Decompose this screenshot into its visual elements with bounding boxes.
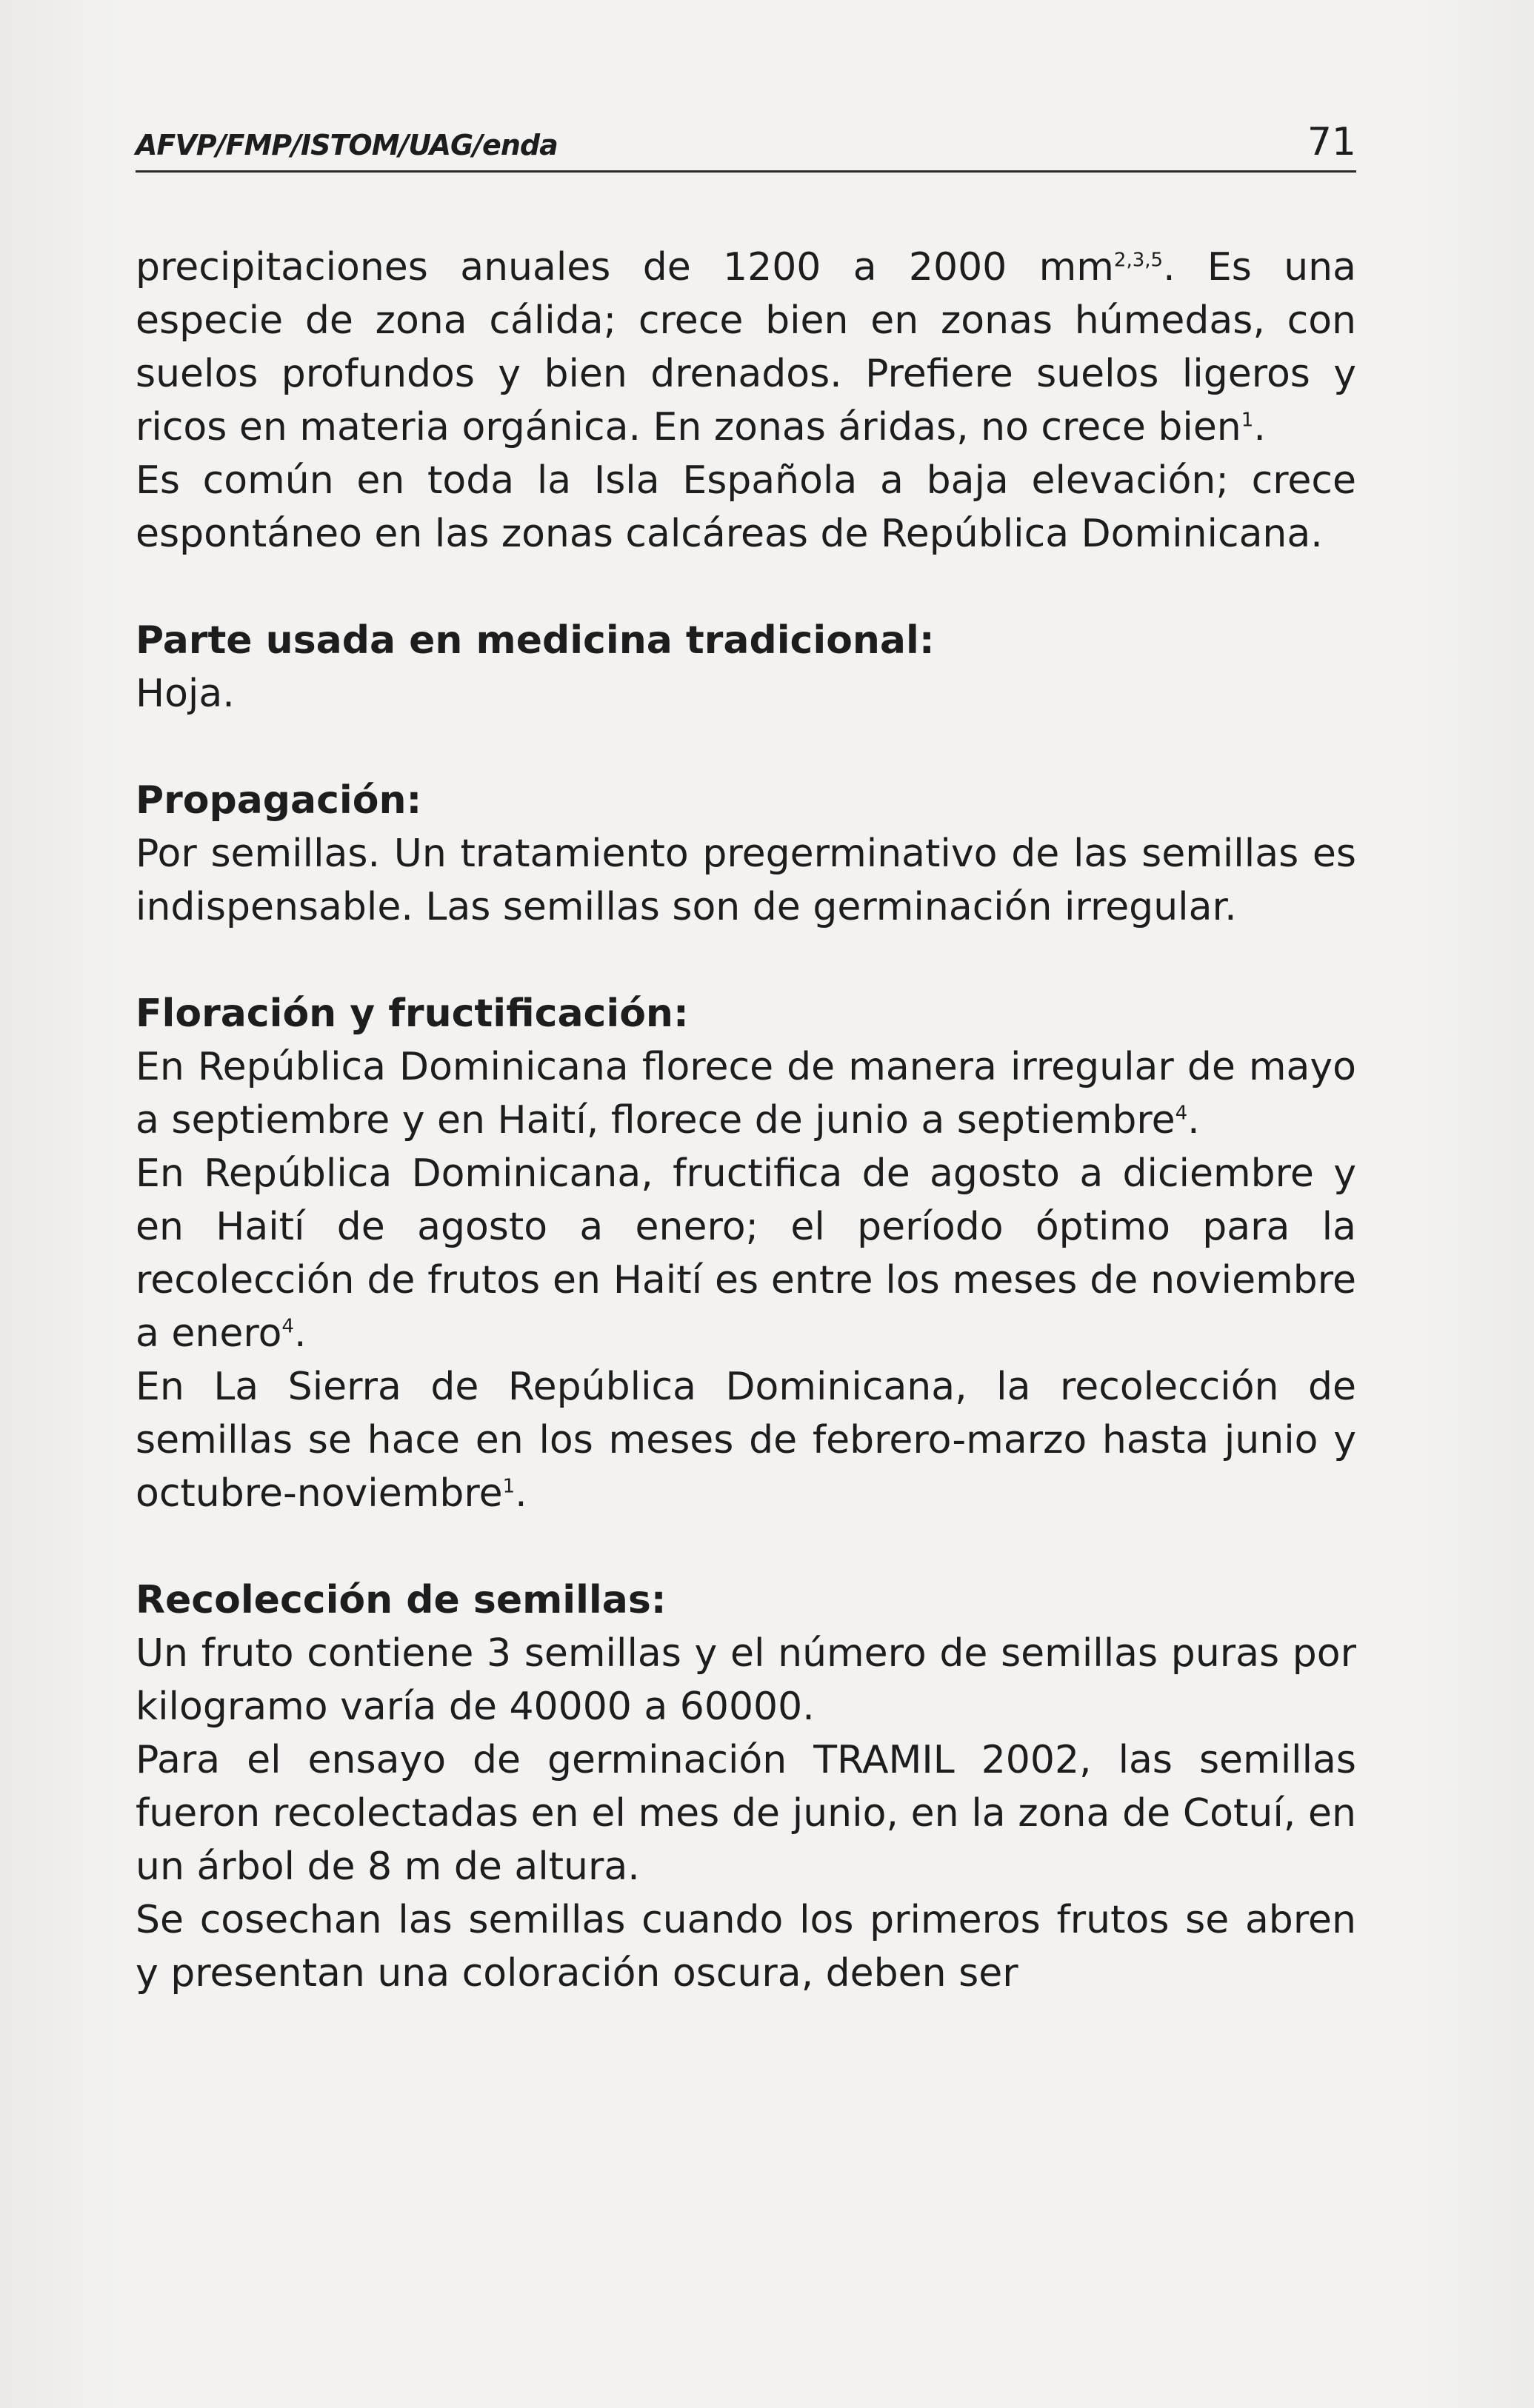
text-span: . Es una especie de zona cálida; crece bien en zonas húmedas, con suelos profundos y bien drenados. Prefiere suelos ligeros y ricos en materia orgánica. En zonas áridas, no crece bien [136, 245, 1356, 449]
text-span: . [1253, 405, 1266, 449]
text-span: . [1187, 1098, 1200, 1143]
heading-floracion: Floración y fructificación: [136, 991, 689, 1036]
paragraph-propagacion: Por semillas. Un tratamiento pregerminativo de las semillas es indispensable. Las semillas son de germinación irregular. [136, 832, 1356, 929]
footnote-ref: 1 [1241, 409, 1254, 432]
paragraph-distribution: Es común en toda la Isla Española a baja elevación; crece espontáneo en las zonas calcáreas de República Dominicana. [136, 458, 1356, 556]
page-number: 71 [1307, 120, 1356, 164]
text-span: precipitaciones anuales de 1200 a 2000 mm [136, 245, 1114, 290]
heading-parte-usada: Parte usada en medicina tradicional: [136, 618, 935, 663]
text-span: En La Sierra de República Dominicana, la recolección de semillas se hace en los meses de febrero-marzo hasta junio y octubre-noviembre [136, 1365, 1356, 1516]
paragraph-parte-usada: Hoja. [136, 672, 235, 716]
footnote-ref: 2,3,5 [1113, 249, 1164, 272]
paragraph-floracion-3 [136, 1360, 1356, 1520]
footnote-ref: 4 [281, 1315, 294, 1338]
paragraph-recoleccion-1: Un fruto contiene 3 semillas y el número de semillas puras por kilogramo varía de 40000 a 60000. [136, 1631, 1356, 1729]
page-header [136, 111, 1356, 173]
heading-recoleccion: Recolección de semillas: [136, 1578, 667, 1622]
page-content [136, 241, 1356, 2000]
running-title: AFVP/FMP/ISTOM/UAG/enda [136, 129, 558, 161]
text-span: . [293, 1311, 307, 1356]
text-span: En República Dominicana florece de manera irregular de mayo a septiembre y en Haití, florece de junio a septiembre [136, 1045, 1356, 1143]
paragraph-floracion-2 [136, 1147, 1356, 1360]
heading-propagacion: Propagación: [136, 778, 422, 823]
footnote-ref: 1 [502, 1475, 516, 1498]
paragraph-climate [136, 241, 1356, 454]
text-span: En República Dominicana, fructifica de agosto a diciembre y en Haití de agosto a enero; el período óptimo para la recolección de frutos en Haití es entre los meses de noviembre a enero [136, 1151, 1356, 1356]
paragraph-recoleccion-3: Se cosechan las semillas cuando los primeros frutos se abren y presentan una coloración oscura, deben ser [136, 1898, 1356, 1996]
paragraph-recoleccion-2: Para el ensayo de germinación TRAMIL 2002, las semillas fueron recolectadas en el mes de junio, en la zona de Cotuí, en un árbol de 8 m de altura. [136, 1738, 1356, 1889]
text-span: . [515, 1471, 527, 1516]
footnote-ref: 4 [1175, 1102, 1188, 1125]
paragraph-floracion-1 [136, 1040, 1356, 1147]
